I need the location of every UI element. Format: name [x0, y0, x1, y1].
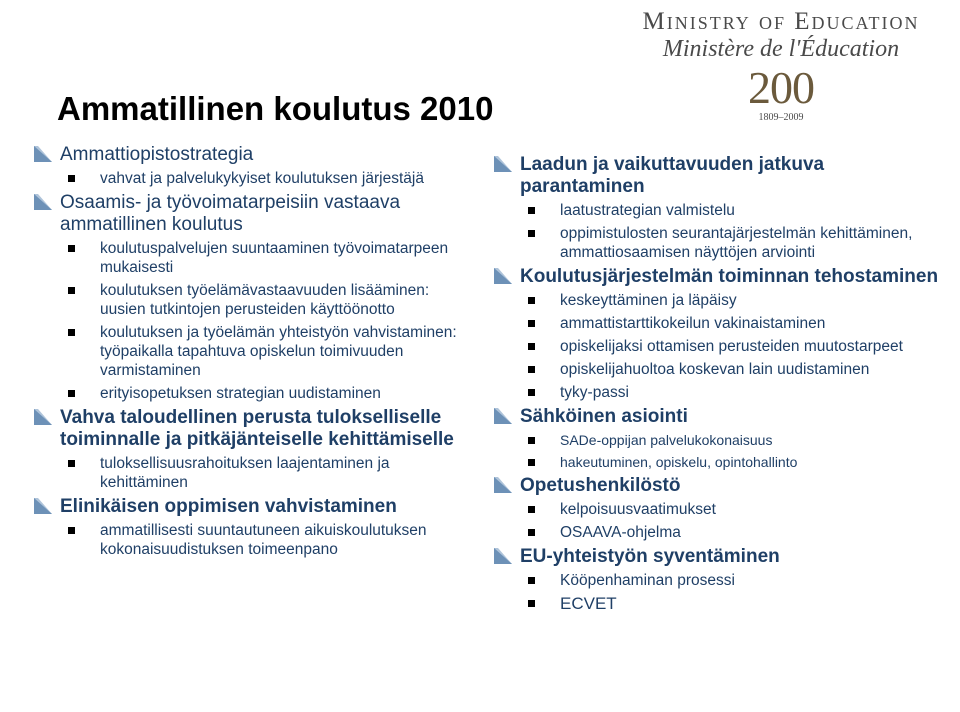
list-item-text: koulutuksen ja työelämän yhteistyön vahvistaminen: työpaikalla tapahtuva opiskelun toimivuuden varmistaminen — [100, 324, 457, 379]
square-bullet-icon — [68, 390, 75, 397]
list-item-text: koulutuksen työelämävastaavuuden lisääminen: uusien tutkintojen perusteiden käyttöönotto — [100, 282, 430, 318]
list-item-text: Kööpenhaminan prosessi — [560, 572, 735, 589]
list-item-text: OSAAVA-ohjelma — [560, 524, 681, 541]
square-bullet-icon — [528, 343, 535, 350]
list-item-text: SADe-oppijan palvelukokonaisuus — [560, 432, 773, 448]
section-heading — [30, 496, 470, 518]
list-item — [528, 453, 940, 471]
square-bullet-icon — [528, 600, 535, 607]
square-bullet-icon — [528, 506, 535, 513]
list-item — [68, 384, 470, 403]
list-item — [528, 337, 940, 356]
bullet-list — [490, 201, 940, 262]
right-column — [490, 154, 940, 617]
list-item — [68, 454, 470, 492]
section-heading-text: Ammattiopistostrategia — [60, 144, 254, 165]
logo-year: 200 — [748, 62, 814, 114]
section-heading-text: Vahva taloudellinen perusta tulokselliselle toiminnalle ja pitkäjänteiselle kehittämiselle — [60, 407, 454, 450]
section-heading — [30, 407, 470, 451]
section-heading — [30, 192, 470, 236]
bullet-list — [30, 239, 470, 403]
list-item-text: opiskelijahuoltoa koskevan lain uudistaminen — [560, 361, 870, 378]
section-heading-text: Koulutusjärjestelmän toiminnan tehostaminen — [520, 266, 939, 287]
arrow-icon — [32, 496, 54, 516]
square-bullet-icon — [528, 230, 535, 237]
list-item — [528, 594, 940, 613]
arrow-icon — [32, 144, 54, 164]
list-item — [528, 360, 940, 379]
logo-line-english: Ministry of Education — [642, 8, 920, 35]
list-item — [528, 224, 940, 262]
arrow-icon — [492, 475, 514, 495]
logo-line-french: Ministère de l'Éducation — [662, 35, 900, 62]
bullet-list — [490, 571, 940, 613]
logo-year-range: 1809–2009 — [758, 112, 804, 124]
square-bullet-icon — [68, 460, 75, 467]
list-item — [528, 201, 940, 220]
section-heading — [490, 475, 940, 497]
bullet-list — [490, 500, 940, 542]
section-heading-text: Sähköinen asiointi — [520, 406, 688, 427]
square-bullet-icon — [528, 529, 535, 536]
list-item-text: hakeutuminen, opiskelu, opintohallinto — [560, 454, 798, 470]
list-item-text: erityisopetuksen strategian uudistaminen — [100, 385, 381, 402]
square-bullet-icon — [528, 207, 535, 214]
section-heading-text: EU-yhteistyön syventäminen — [520, 546, 780, 567]
section-eu-yhteistyo — [490, 546, 940, 613]
bullet-list — [490, 431, 940, 471]
square-bullet-icon — [528, 320, 535, 327]
list-item — [68, 239, 470, 277]
bullet-list — [30, 454, 470, 492]
list-item — [528, 431, 940, 449]
list-item — [528, 523, 940, 542]
section-heading — [490, 154, 940, 198]
list-item — [68, 281, 470, 319]
list-item — [68, 169, 470, 188]
list-item-text: kelpoisuusvaatimukset — [560, 501, 716, 518]
list-item-text: koulutuspalvelujen suuntaaminen työvoimatarpeen mukaisesti — [100, 240, 449, 276]
list-item — [528, 571, 940, 590]
square-bullet-icon — [68, 287, 75, 294]
list-item — [528, 383, 940, 402]
list-item — [528, 314, 940, 333]
section-heading — [30, 144, 470, 166]
list-item-text: ECVET — [560, 594, 617, 613]
square-bullet-icon — [68, 527, 75, 534]
section-heading-text: Elinikäisen oppimisen vahvistaminen — [60, 496, 397, 517]
arrow-icon — [492, 266, 514, 286]
square-bullet-icon — [68, 175, 75, 182]
square-bullet-icon — [528, 389, 535, 396]
section-laadun — [490, 154, 940, 262]
logo-anniversary — [721, 62, 841, 127]
list-item-text: keskeyttäminen ja läpäisy — [560, 292, 737, 309]
square-bullet-icon — [528, 366, 535, 373]
section-heading-text: Opetushenkilöstö — [520, 475, 681, 496]
list-item — [68, 323, 470, 380]
list-item — [528, 291, 940, 310]
list-item — [528, 500, 940, 519]
arrow-icon — [32, 407, 54, 427]
section-elinikainen — [30, 496, 470, 559]
square-bullet-icon — [528, 577, 535, 584]
square-bullet-icon — [528, 437, 535, 444]
left-column — [30, 144, 470, 563]
list-item-text: laatustrategian valmistelu — [560, 202, 735, 219]
ministry-logo — [616, 6, 946, 127]
square-bullet-icon — [528, 459, 535, 466]
section-sahkoinen-asiointi — [490, 406, 940, 471]
arrow-icon — [492, 406, 514, 426]
section-koulutusjarjestelma — [490, 266, 940, 402]
list-item-text: tuloksellisuusrahoituksen laajentaminen ja kehittäminen — [100, 455, 390, 491]
section-opetushenkilosto — [490, 475, 940, 542]
list-item-text: tyky-passi — [560, 384, 629, 401]
arrow-icon — [32, 192, 54, 212]
section-heading-text: Laadun ja vaikuttavuuden jatkuva parantaminen — [520, 154, 825, 197]
list-item — [68, 521, 470, 559]
list-item-text: ammattistarttikokeilun vakinaistaminen — [560, 315, 826, 332]
bullet-list — [490, 291, 940, 402]
arrow-icon — [492, 154, 514, 174]
square-bullet-icon — [68, 329, 75, 336]
page-title: Ammatillinen koulutus 2010 — [57, 90, 494, 127]
arrow-icon — [492, 546, 514, 566]
section-heading — [490, 406, 940, 428]
section-vahva-taloudellinen — [30, 407, 470, 492]
bullet-list — [30, 521, 470, 559]
square-bullet-icon — [528, 297, 535, 304]
list-item-text: oppimistulosten seurantajärjestelmän kehittäminen, ammattiosaamisen näyttöjen arviointi — [560, 225, 913, 261]
bullet-list — [30, 169, 470, 188]
list-item-text: ammatillisesti suuntautuneen aikuiskoulutuksen kokonaisuudistuksen toimeenpano — [100, 522, 427, 558]
section-heading-text: Osaamis- ja työvoimatarpeisiin vastaava ammatillinen koulutus — [60, 192, 401, 235]
list-item-text: opiskelijaksi ottamisen perusteiden muutostarpeet — [560, 338, 903, 355]
section-heading — [490, 266, 940, 288]
section-heading — [490, 546, 940, 568]
square-bullet-icon — [68, 245, 75, 252]
section-ammattiopistostrategia — [30, 144, 470, 188]
section-osaamis — [30, 192, 470, 403]
list-item-text: vahvat ja palvelukykyiset koulutuksen järjestäjä — [100, 170, 424, 187]
